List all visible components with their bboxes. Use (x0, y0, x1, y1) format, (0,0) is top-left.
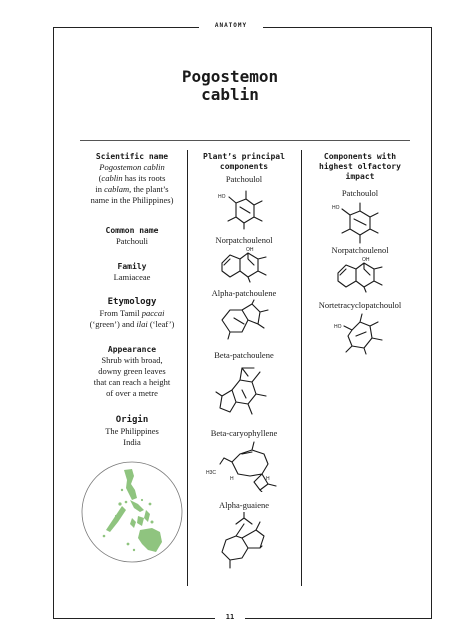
olfactory-heading-line: highest olfactory (319, 162, 401, 171)
title-line-2: cablin (201, 85, 259, 104)
common-name: Patchouli (115, 236, 149, 246)
component-alpha-patchoulene: Alpha-patchoulene (211, 288, 277, 298)
component-alpha-guaiene: Alpha-guaiene (218, 500, 270, 510)
component-beta-caryophyllene: Beta-caryophyllene (210, 428, 278, 438)
impact-component-patchoulol: Patchoulol (341, 188, 379, 198)
chem-label-oh: OH (362, 257, 370, 263)
family-heading: Family (117, 262, 147, 271)
scientific-note-word2: cablam (104, 184, 130, 194)
common-name-section (80, 226, 184, 247)
divider-rule (80, 140, 410, 141)
etymology-section (80, 297, 184, 330)
appearance-line: Shrub with broad, (101, 355, 163, 365)
alpha-guaiene-structure-icon (212, 512, 276, 570)
impact-component-norpatchoulenol: Norpatchoulenol (331, 245, 389, 255)
column-divider-2 (301, 150, 302, 586)
scientific-note-3: , the plant’s (129, 184, 169, 194)
common-name-heading: Common name (105, 226, 159, 235)
chem-label-h-left: H (230, 476, 234, 482)
section-header: ANATOMY (199, 19, 263, 33)
olfactory-impact-heading (304, 152, 416, 182)
chem-label-ho: HO (332, 205, 340, 211)
column-divider-1 (187, 150, 188, 586)
chem-label-oh: OH (246, 247, 254, 253)
page-number: 11 (215, 609, 245, 625)
beta-patchoulene-structure-icon (212, 362, 274, 418)
title-line-1: Pogostemon (181, 67, 279, 86)
principal-components-heading (190, 152, 298, 172)
principal-heading-line: components (219, 162, 269, 171)
scientific-note-1: has its roots (124, 173, 166, 183)
etymology-word1: paccai (141, 308, 165, 318)
scientific-note-2: in (95, 184, 103, 194)
scientific-note-word: cablin (101, 173, 123, 183)
family-value: Lamiaceae (113, 272, 151, 282)
component-beta-patchoulene: Beta-patchoulene (214, 350, 274, 360)
column-principal-components (190, 152, 298, 592)
nortetracyclopatchoulol-structure-icon (332, 312, 390, 356)
appearance-heading: Appearance (107, 345, 157, 354)
etymology-word2: ilai (136, 319, 148, 329)
origin-heading: Origin (115, 415, 149, 425)
olfactory-heading-line: impact (345, 172, 375, 181)
scientific-name-section: Scientific name Pogostemon cablin (cablin has its roots in cablam, the plant’s name in the Philippines) (80, 152, 184, 206)
page-title (150, 68, 310, 104)
chem-label-ho: HO (334, 324, 342, 330)
origin-section (80, 415, 184, 448)
scientific-name-heading: Scientific name (95, 152, 169, 161)
etymology-3: (‘leaf’) (149, 319, 175, 329)
component-patchoulol: Patchoulol (225, 174, 263, 184)
appearance-section (80, 345, 184, 399)
norpatchoulenol-structure-icon (216, 245, 272, 283)
chem-label-ho: HO (218, 194, 226, 200)
origin-line: India (123, 437, 141, 447)
etymology-heading: Etymology (107, 297, 157, 307)
family-section (80, 262, 184, 283)
alpha-patchoulene-structure-icon (214, 298, 274, 342)
column-olfactory-impact (304, 152, 416, 592)
chem-label-h-right: H (266, 476, 270, 482)
impact-norpatchoulenol-structure-icon (332, 255, 388, 293)
component-norpatchoulenol: Norpatchoulenol (215, 235, 273, 245)
philippines-map-icon (80, 460, 184, 564)
appearance-line: of over a metre (106, 388, 158, 398)
beta-caryophyllene-structure-icon (202, 440, 284, 492)
origin-line: The Philippines (105, 426, 159, 436)
scientific-note-4: name in the Philippines) (90, 195, 174, 205)
impact-patchoulol-structure-icon (330, 201, 390, 247)
etymology-2: (‘green’) and (89, 319, 135, 329)
olfactory-heading-line: Components with (323, 152, 397, 161)
appearance-line: that can reach a height (93, 377, 171, 387)
patchoulol-structure-icon (214, 185, 274, 231)
column-profile (80, 152, 184, 592)
etymology-1: From Tamil (99, 308, 140, 318)
impact-component-nortetracyclopatchoulol: Nortetracyclopatchoulol (318, 300, 402, 310)
scientific-name: Pogostemon cablin (99, 162, 165, 172)
appearance-line: downy green leaves (98, 366, 166, 376)
principal-heading-line: Plant’s principal (203, 152, 285, 161)
chem-label-h3c: H3C (206, 470, 217, 476)
